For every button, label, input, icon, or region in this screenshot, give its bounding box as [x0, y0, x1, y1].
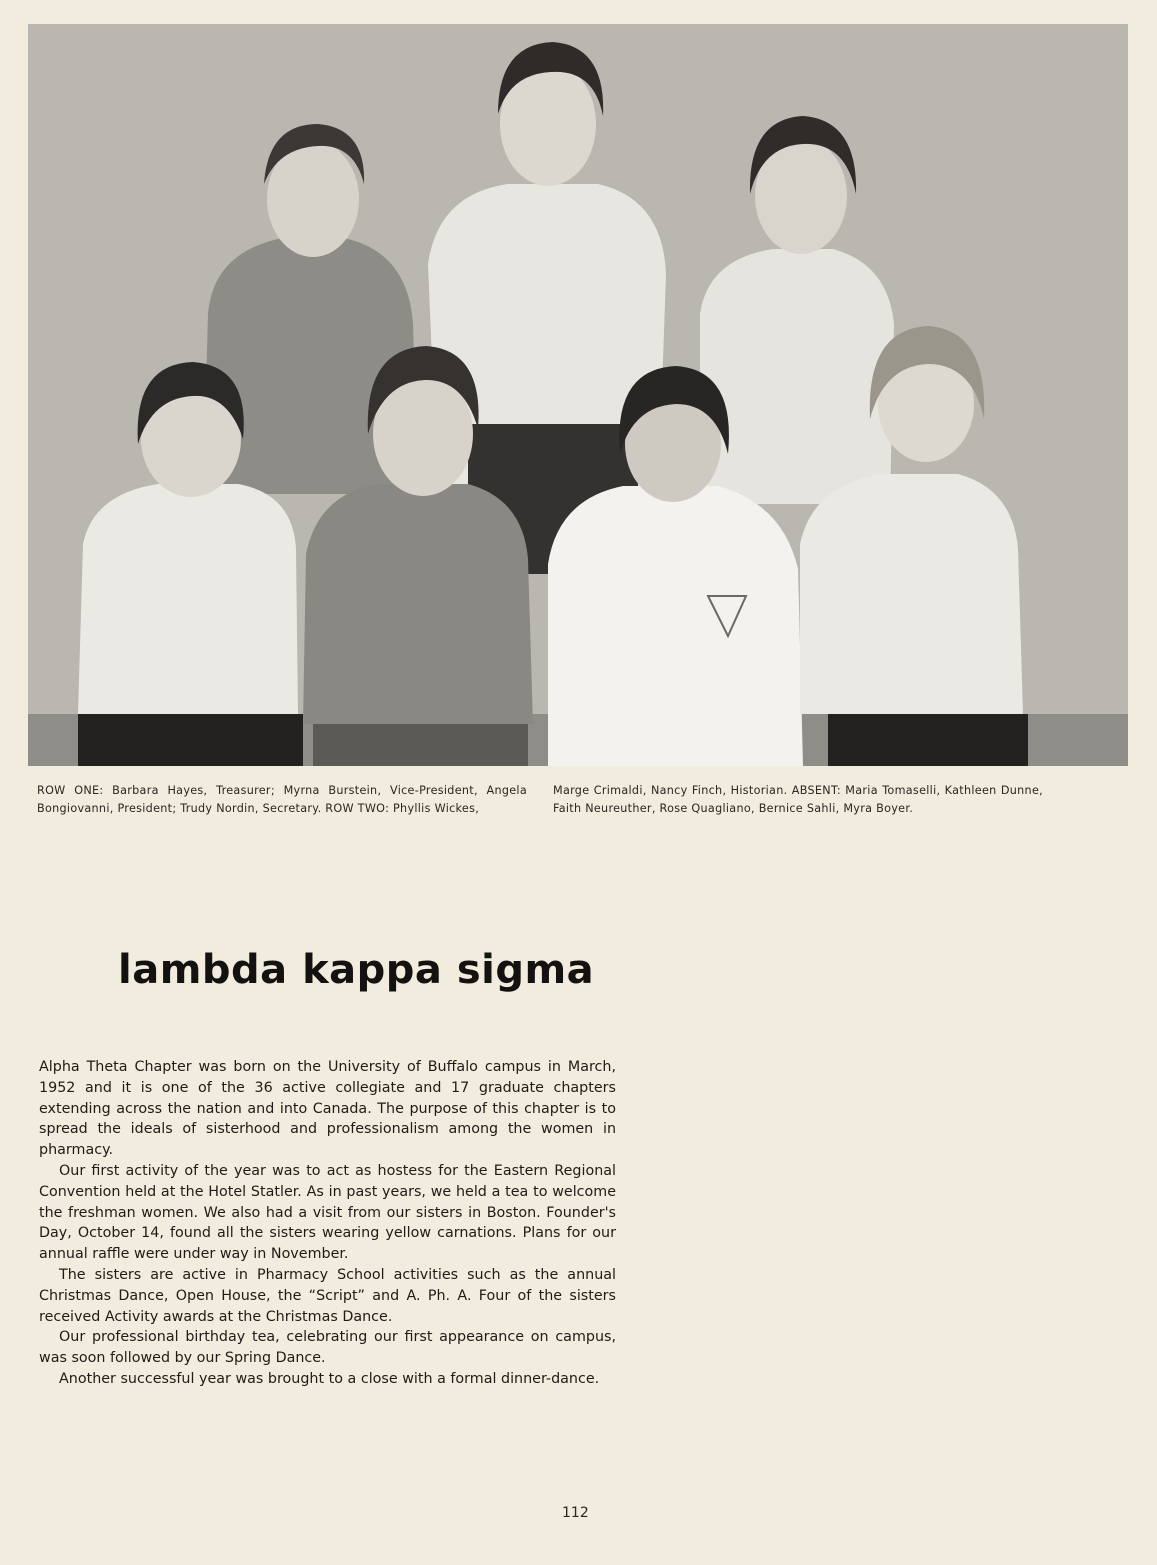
page-title: lambda kappa sigma [118, 947, 595, 993]
group-photo-illustration [28, 24, 1128, 766]
paragraph: Our first activity of the year was to act as hostess for the Eastern Regional Convention held at the Hotel Statler. As in past years, we held a tea to welcome the freshman women. We also had a visit from our sisters in Boston. Founder's Day, October 14, found all the sisters wearing yellow carnations. Plans for our annual raffle were under way in November. [39, 1162, 616, 1263]
paragraph: Alpha Theta Chapter was born on the University of Buffalo campus in March, 1952 and it is one of the 36 active collegiate and 17 graduate chapters extending across the nation and into Canada. The purpose of this chapter is to spread the ideals of sisterhood and professionalism among the women in pharmacy. [39, 1059, 616, 1159]
paragraph: Another successful year was brought to a close with a formal dinner-dance. [59, 1370, 600, 1387]
photo-caption-left: ROW ONE: Barbara Hayes, Treasurer; Myrna Burstein, Vice-President, Angela Bongiovanni, President; Trudy Nordin, Secretary. ROW TWO: Phyllis Wickes, [37, 784, 527, 815]
article-body [39, 1057, 616, 1390]
paragraph: The sisters are active in Pharmacy School activities such as the annual Christmas Dance, Open House, the “Script” and A. Ph. A. Four of the sisters received Activity awards at the Christmas Dance. [39, 1266, 616, 1325]
photo-caption-right: Marge Crimaldi, Nancy Finch, Historian. ABSENT: Maria Tomaselli, Kathleen Dunne, Faith Neureuther, Rose Quagliano, Bernice Sahli, Myra Boyer. [553, 784, 1043, 815]
paragraph: Our professional birthday tea, celebrating our first appearance on campus, was soon followed by our Spring Dance. [39, 1329, 616, 1367]
group-photo [28, 24, 1128, 766]
page-number: 112 [562, 1505, 589, 1521]
